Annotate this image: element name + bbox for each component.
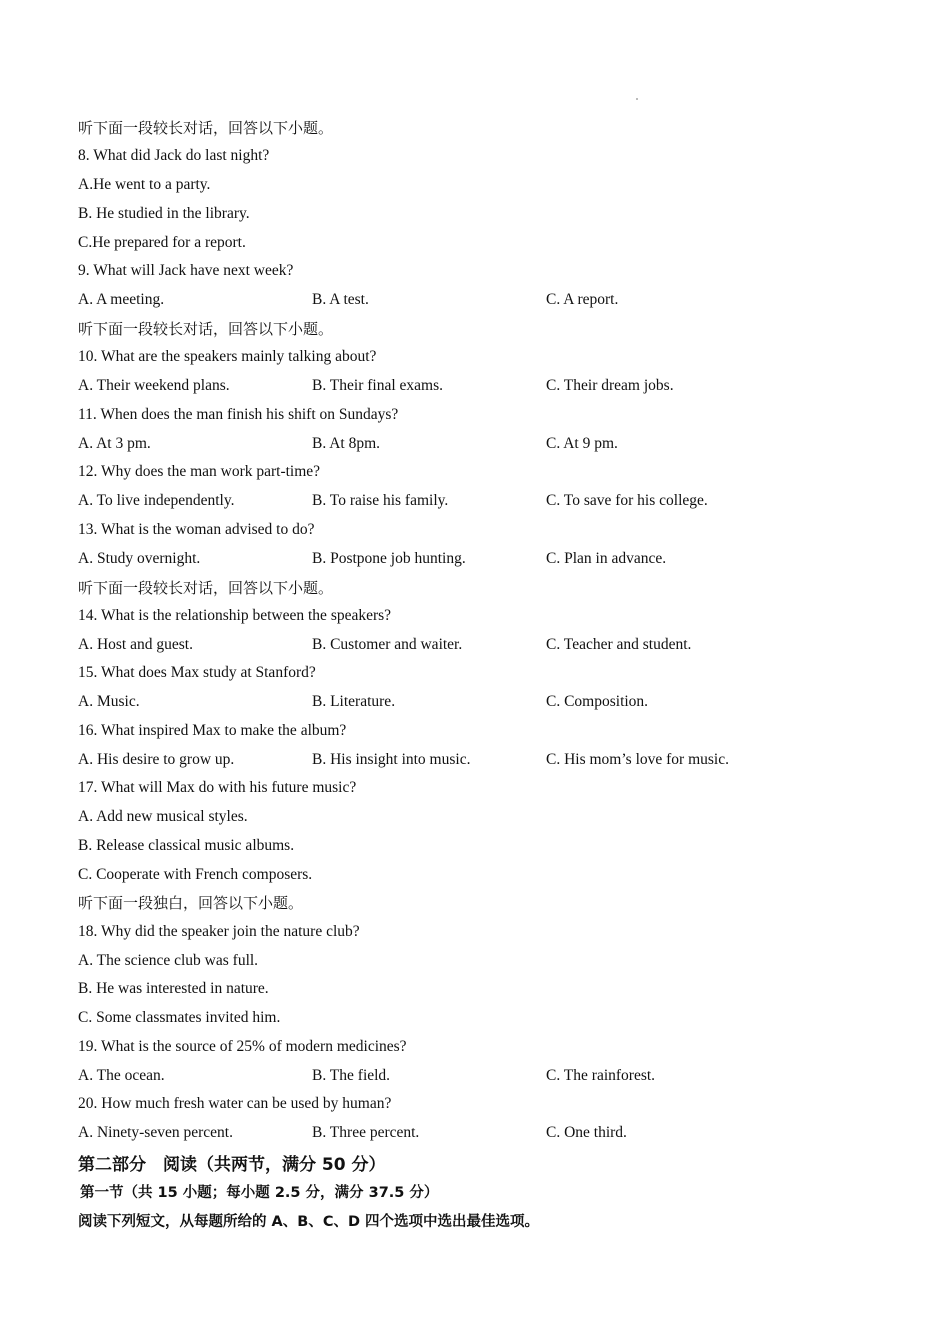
option-16c: C. His mom’s love for music. [546, 751, 729, 768]
option-18b: B. He was interested in nature. [78, 980, 269, 997]
option-19a: A. The ocean. [78, 1067, 165, 1084]
option-13b: B. Postpone job hunting. [312, 550, 466, 567]
option-19b: B. The field. [312, 1067, 391, 1084]
question-15: 15. What does Max study at Stanford? [78, 664, 316, 681]
option-20a: A. Ninety-seven percent. [78, 1124, 233, 1141]
question-13: 13. What is the woman advised to do? [78, 521, 315, 538]
option-11a: A. At 3 pm. [78, 435, 151, 452]
section-intro: 听下面一段较长对话，回答以下小题。 [78, 579, 334, 597]
question-20: 20. How much fresh water can be used by human? [78, 1095, 392, 1112]
option-10b: B. Their final exams. [312, 377, 444, 394]
option-13a: A. Study overnight. [78, 550, 201, 567]
option-15c: C. Composition. [546, 693, 649, 710]
option-10a: A. Their weekend plans. [78, 377, 230, 394]
section-intro: 听下面一段较长对话，回答以下小题。 [78, 320, 334, 338]
option-8c: C.He prepared for a report. [78, 234, 246, 251]
question-18: 18. Why did the speaker join the nature club? [78, 923, 360, 940]
option-12a: A. To live independently. [78, 492, 235, 509]
option-12c: C. To save for his college. [546, 492, 708, 509]
option-8b: B. He studied in the library. [78, 205, 250, 222]
option-11b: B. At 8pm. [312, 435, 381, 452]
option-8a: A.He went to a party. [78, 176, 211, 193]
option-14c: C. Teacher and student. [546, 636, 692, 653]
option-17b: B. Release classical music albums. [78, 837, 295, 854]
option-9b: B. A test. [312, 291, 369, 308]
option-18a: A. The science club was full. [78, 952, 259, 969]
question-14: 14. What is the relationship between the speakers? [78, 607, 392, 624]
option-16a: A. His desire to grow up. [78, 751, 235, 768]
option-11c: C. At 9 pm. [546, 435, 618, 452]
question-9: 9. What will Jack have next week? [78, 262, 294, 279]
section1-heading: 第一节（共 15 小题；每小题 2.5 分，满分 37.5 分） [80, 1185, 439, 1201]
question-19: 19. What is the source of 25% of modern medicines? [78, 1038, 407, 1055]
question-12: 12. Why does the man work part-time? [78, 463, 321, 480]
question-8: 8. What did Jack do last night? [78, 147, 270, 164]
question-17: 17. What will Max do with his future music? [78, 779, 357, 796]
option-17a: A. Add new musical styles. [78, 808, 248, 825]
option-12b: B. To raise his family. [312, 492, 449, 509]
section-intro: 听下面一段独白，回答以下小题。 [78, 894, 304, 912]
part2-title: 第二部分 阅读（共两节，满分 50 分） [78, 1155, 386, 1175]
question-16: 16. What inspired Max to make the album? [78, 722, 347, 739]
option-15a: A. Music. [78, 693, 140, 710]
option-17c: C. Cooperate with French composers. [78, 866, 313, 883]
option-19c: C. The rainforest. [546, 1067, 656, 1084]
option-20c: C. One third. [546, 1124, 627, 1141]
section-intro: 听下面一段较长对话，回答以下小题。 [78, 119, 334, 137]
question-11: 11. When does the man finish his shift on Sundays? [78, 406, 399, 423]
option-14a: A. Host and guest. [78, 636, 193, 653]
option-10c: C. Their dream jobs. [546, 377, 674, 394]
option-15b: B. Literature. [312, 693, 396, 710]
option-20b: B. Three percent. [312, 1124, 420, 1141]
option-9a: A. A meeting. [78, 291, 165, 308]
page-mark [636, 98, 638, 100]
option-9c: C. A report. [546, 291, 619, 308]
question-10: 10. What are the speakers mainly talking about? [78, 348, 377, 365]
option-16b: B. His insight into music. [312, 751, 471, 768]
option-14b: B. Customer and waiter. [312, 636, 463, 653]
option-13c: C. Plan in advance. [546, 550, 667, 567]
option-18c: C. Some classmates invited him. [78, 1009, 281, 1026]
reading-instruction: 阅读下列短文，从每题所给的 A、B、C、D 四个选项中选出最佳选项。 [78, 1214, 540, 1230]
